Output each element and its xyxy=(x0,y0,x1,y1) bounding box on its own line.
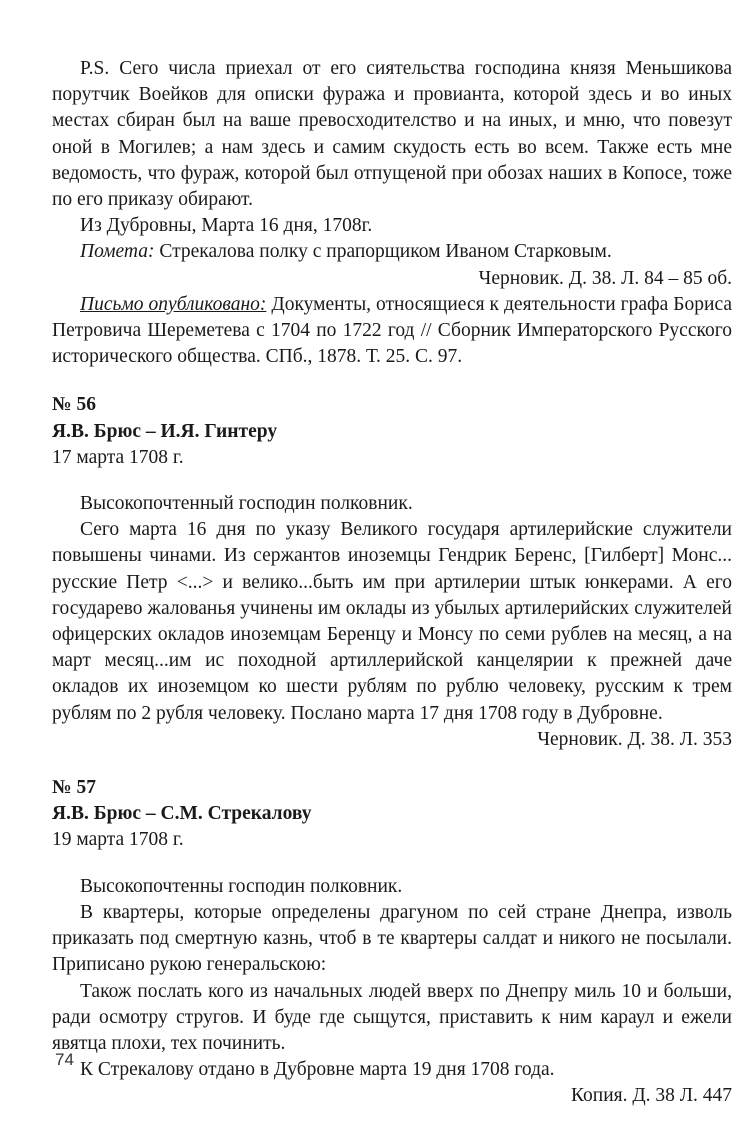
ps-note xyxy=(52,239,732,265)
letter57-body-3: К Стрекалову отдано в Дубровне марта 19 дня 1708 года. xyxy=(80,1059,555,1081)
ps-source: Черновик. Д. 38. Л. 84 – 85 об. xyxy=(478,267,732,289)
ps-published xyxy=(52,292,732,371)
ps-note-label: Помета: xyxy=(80,241,155,263)
letter56-salutation: Высокопочтенный господин полковник. xyxy=(80,493,413,515)
page-number: 74 xyxy=(55,1050,74,1069)
letter56-source: Черновик. Д. 38. Л. 353 xyxy=(537,728,732,750)
letter56-date: 17 марта 1708 г. xyxy=(52,446,184,468)
letter57-salutation: Высокопочтенны господин полковник. xyxy=(80,875,403,897)
letter56-number: № 56 xyxy=(52,394,96,416)
letter57-heading: Я.В. Брюс – С.М. Стрекалову xyxy=(52,803,312,825)
letter57-number: № 57 xyxy=(52,777,96,799)
ps-published-label: Письмо опубликовано: xyxy=(80,293,267,315)
document-page xyxy=(52,56,732,1110)
ps-paragraph: P.S. Сего числа приехал от его сиятельства господина князя Меньшикова порутчик Воейков для описки фуража и провианта, которой здесь и во иных местах сбиран был на ваше превосходителство и на иных, и мню, что повезут оной в Могилев; а нам здесь и самим скудость есть во всем. Также есть мне ведомость, что фураж, которой был отпущеной при обозах наших в Копосе, тоже по его приказу обирают. xyxy=(52,58,732,211)
letter56-heading: Я.В. Брюс – И.Я. Гинтеру xyxy=(52,420,278,442)
letter57-body-1: В квартеры, которые определены драгуном по сей стране Днепра, изволь приказать под смертную казнь, чтоб в те квартеры салдат и никого не посылали. Приписано рукою генеральскою: xyxy=(52,901,732,976)
ps-published-text: Документы, относящиеся к деятельности графа Бориса Петровича Шереметева с 1704 по 1722 год // Сборник Императорского Русского исторического общества. СПб., 1878. Т. 25. С. 97. xyxy=(52,293,732,368)
letter57-source: Копия. Д. 38 Л. 447 xyxy=(570,1085,732,1107)
letter57-date: 19 марта 1708 г. xyxy=(52,829,184,851)
letter57-body-2: Також послать кого из начальных людей вверх по Днепру миль 10 и больши, ради осмотру стругов. И буде где сыщутся, приставить к ним караул и ежели явятца плохи, тех починить. xyxy=(52,980,732,1054)
ps-place-date: Из Дубровны, Марта 16 дня, 1708г. xyxy=(80,215,373,237)
letter56-body: Сего марта 16 дня по указу Великого государя артилерийские служители повышены чинами. Из сержантов иноземцы Гендрик Беренс, [Гилберт] Монс... русские Петр <...> и велико...быть им при артилерии штык юнкерами. А его государево жалованья учинены им оклады из убылых артилерийских служителей офицерских окладов иноземцам Беренцу и Монсу по семи рублев на месяц, а на март месяц...им ис походной артиллерийской канцелярии к прежней даче окладов их иноземцом ко шести рублям по рублю человеку, русским к трем рублям по 2 рубля человеку. Послано марта 17 дня 1708 году в Дубровне. xyxy=(52,519,732,724)
ps-note-text: Стрекалова полку с прапорщиком Иваном Старковым. xyxy=(154,241,612,263)
